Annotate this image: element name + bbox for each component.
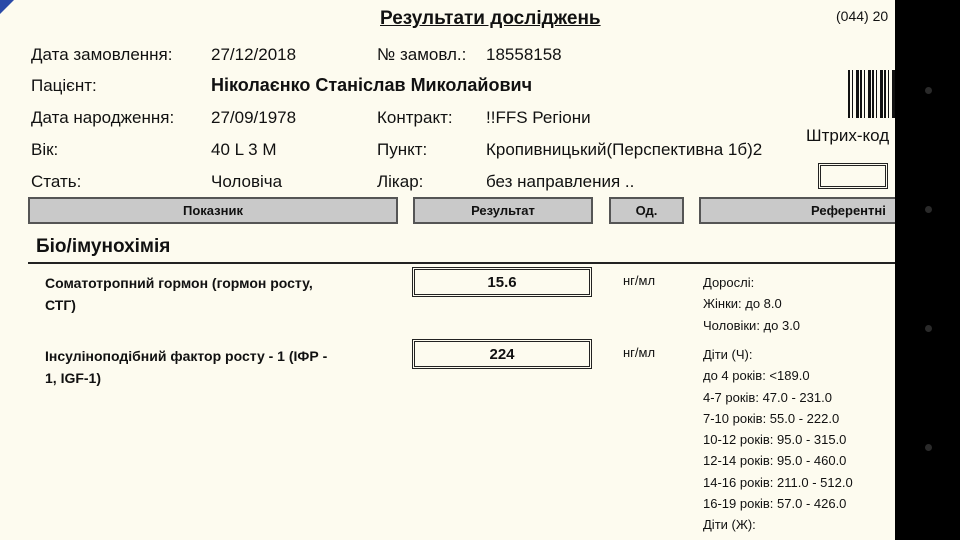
test-name-igf1 (45, 345, 375, 389)
contract-label: Контракт: (377, 108, 453, 127)
age-value: 40 L 3 M (211, 140, 277, 159)
reference-line: 10-12 років: 95.0 - 315.0 (703, 432, 847, 448)
reference-line: 14-16 років: 211.0 - 512.0 (703, 474, 853, 490)
unit-label: нг/мл (623, 345, 656, 360)
barcode-number-box (818, 163, 888, 189)
carousel-dot[interactable] (925, 87, 932, 94)
point-label: Пункт: (377, 140, 428, 159)
age-label: Вік: (31, 140, 59, 159)
corner-logo-fragment (0, 0, 14, 14)
test-name-line: Інсуліноподібний фактор росту - 1 (ІФР - (45, 348, 328, 364)
column-header-result: Результат (413, 197, 593, 224)
section-title: Біо/імунохімія (36, 236, 171, 257)
sex-label: Стать: (31, 172, 82, 191)
carousel-dot[interactable] (925, 444, 932, 451)
reference-line: 16-19 років: 57.0 - 426.0 (703, 496, 847, 512)
result-value-box: 224 (412, 339, 592, 369)
reference-ranges (703, 344, 853, 536)
doctor-value: без направления .. (486, 172, 635, 191)
reference-line: Чоловіки: до 3.0 (703, 317, 801, 333)
reference-line: до 4 років: <189.0 (703, 368, 810, 384)
patient-name: Ніколаєнко Станіслав Миколайович (211, 75, 533, 95)
column-header-reference: Референтні (699, 197, 895, 224)
carousel-dot[interactable] (925, 325, 932, 332)
order-date-label: Дата замовлення: (31, 45, 173, 64)
birth-date-value: 27/09/1978 (211, 108, 297, 127)
doctor-label: Лікар: (377, 172, 424, 191)
test-name-line: 1, IGF-1) (45, 370, 102, 386)
point-value: Кропивницький(Перспективна 1б)2 (486, 140, 763, 159)
order-number-label: № замовл.: (377, 45, 467, 64)
barcode-image (848, 70, 895, 118)
reference-line: 4-7 років: 47.0 - 231.0 (703, 389, 832, 405)
barcode-label: Штрих-код (806, 126, 890, 145)
test-name-growth-hormone (45, 272, 375, 316)
order-date-value: 27/12/2018 (211, 45, 297, 64)
sex-value: Чоловіча (211, 172, 283, 191)
reference-line: Діти (Ж): (703, 517, 756, 533)
carousel-dot[interactable] (925, 206, 932, 213)
result-value-box: 15.6 (412, 267, 592, 297)
reference-line: 12-14 років: 95.0 - 460.0 (703, 453, 847, 469)
contract-value: !!FFS Регіони (486, 108, 591, 127)
column-header-indicator: Показник (28, 197, 398, 224)
reference-line: Діти (Ч): (703, 347, 753, 362)
document-title: Результати досліджень (380, 8, 601, 29)
reference-ranges (703, 272, 800, 336)
column-header-unit: Од. (609, 197, 684, 224)
reference-line: Дорослі: (703, 275, 755, 290)
phone-number: (044) 20 (836, 8, 889, 24)
reference-line: 7-10 років: 55.0 - 222.0 (703, 410, 840, 426)
birth-date-label: Дата народження: (31, 108, 175, 127)
test-name-line: СТГ) (45, 297, 76, 313)
test-name-line: Соматотропний гормон (гормон росту, (45, 275, 313, 291)
reference-line: Жінки: до 8.0 (703, 296, 782, 312)
screen-edge-bar (895, 0, 960, 540)
order-number-value: 18558158 (486, 45, 562, 64)
section-divider (28, 262, 895, 264)
patient-label: Пацієнт: (31, 76, 97, 95)
unit-label: нг/мл (623, 273, 656, 288)
